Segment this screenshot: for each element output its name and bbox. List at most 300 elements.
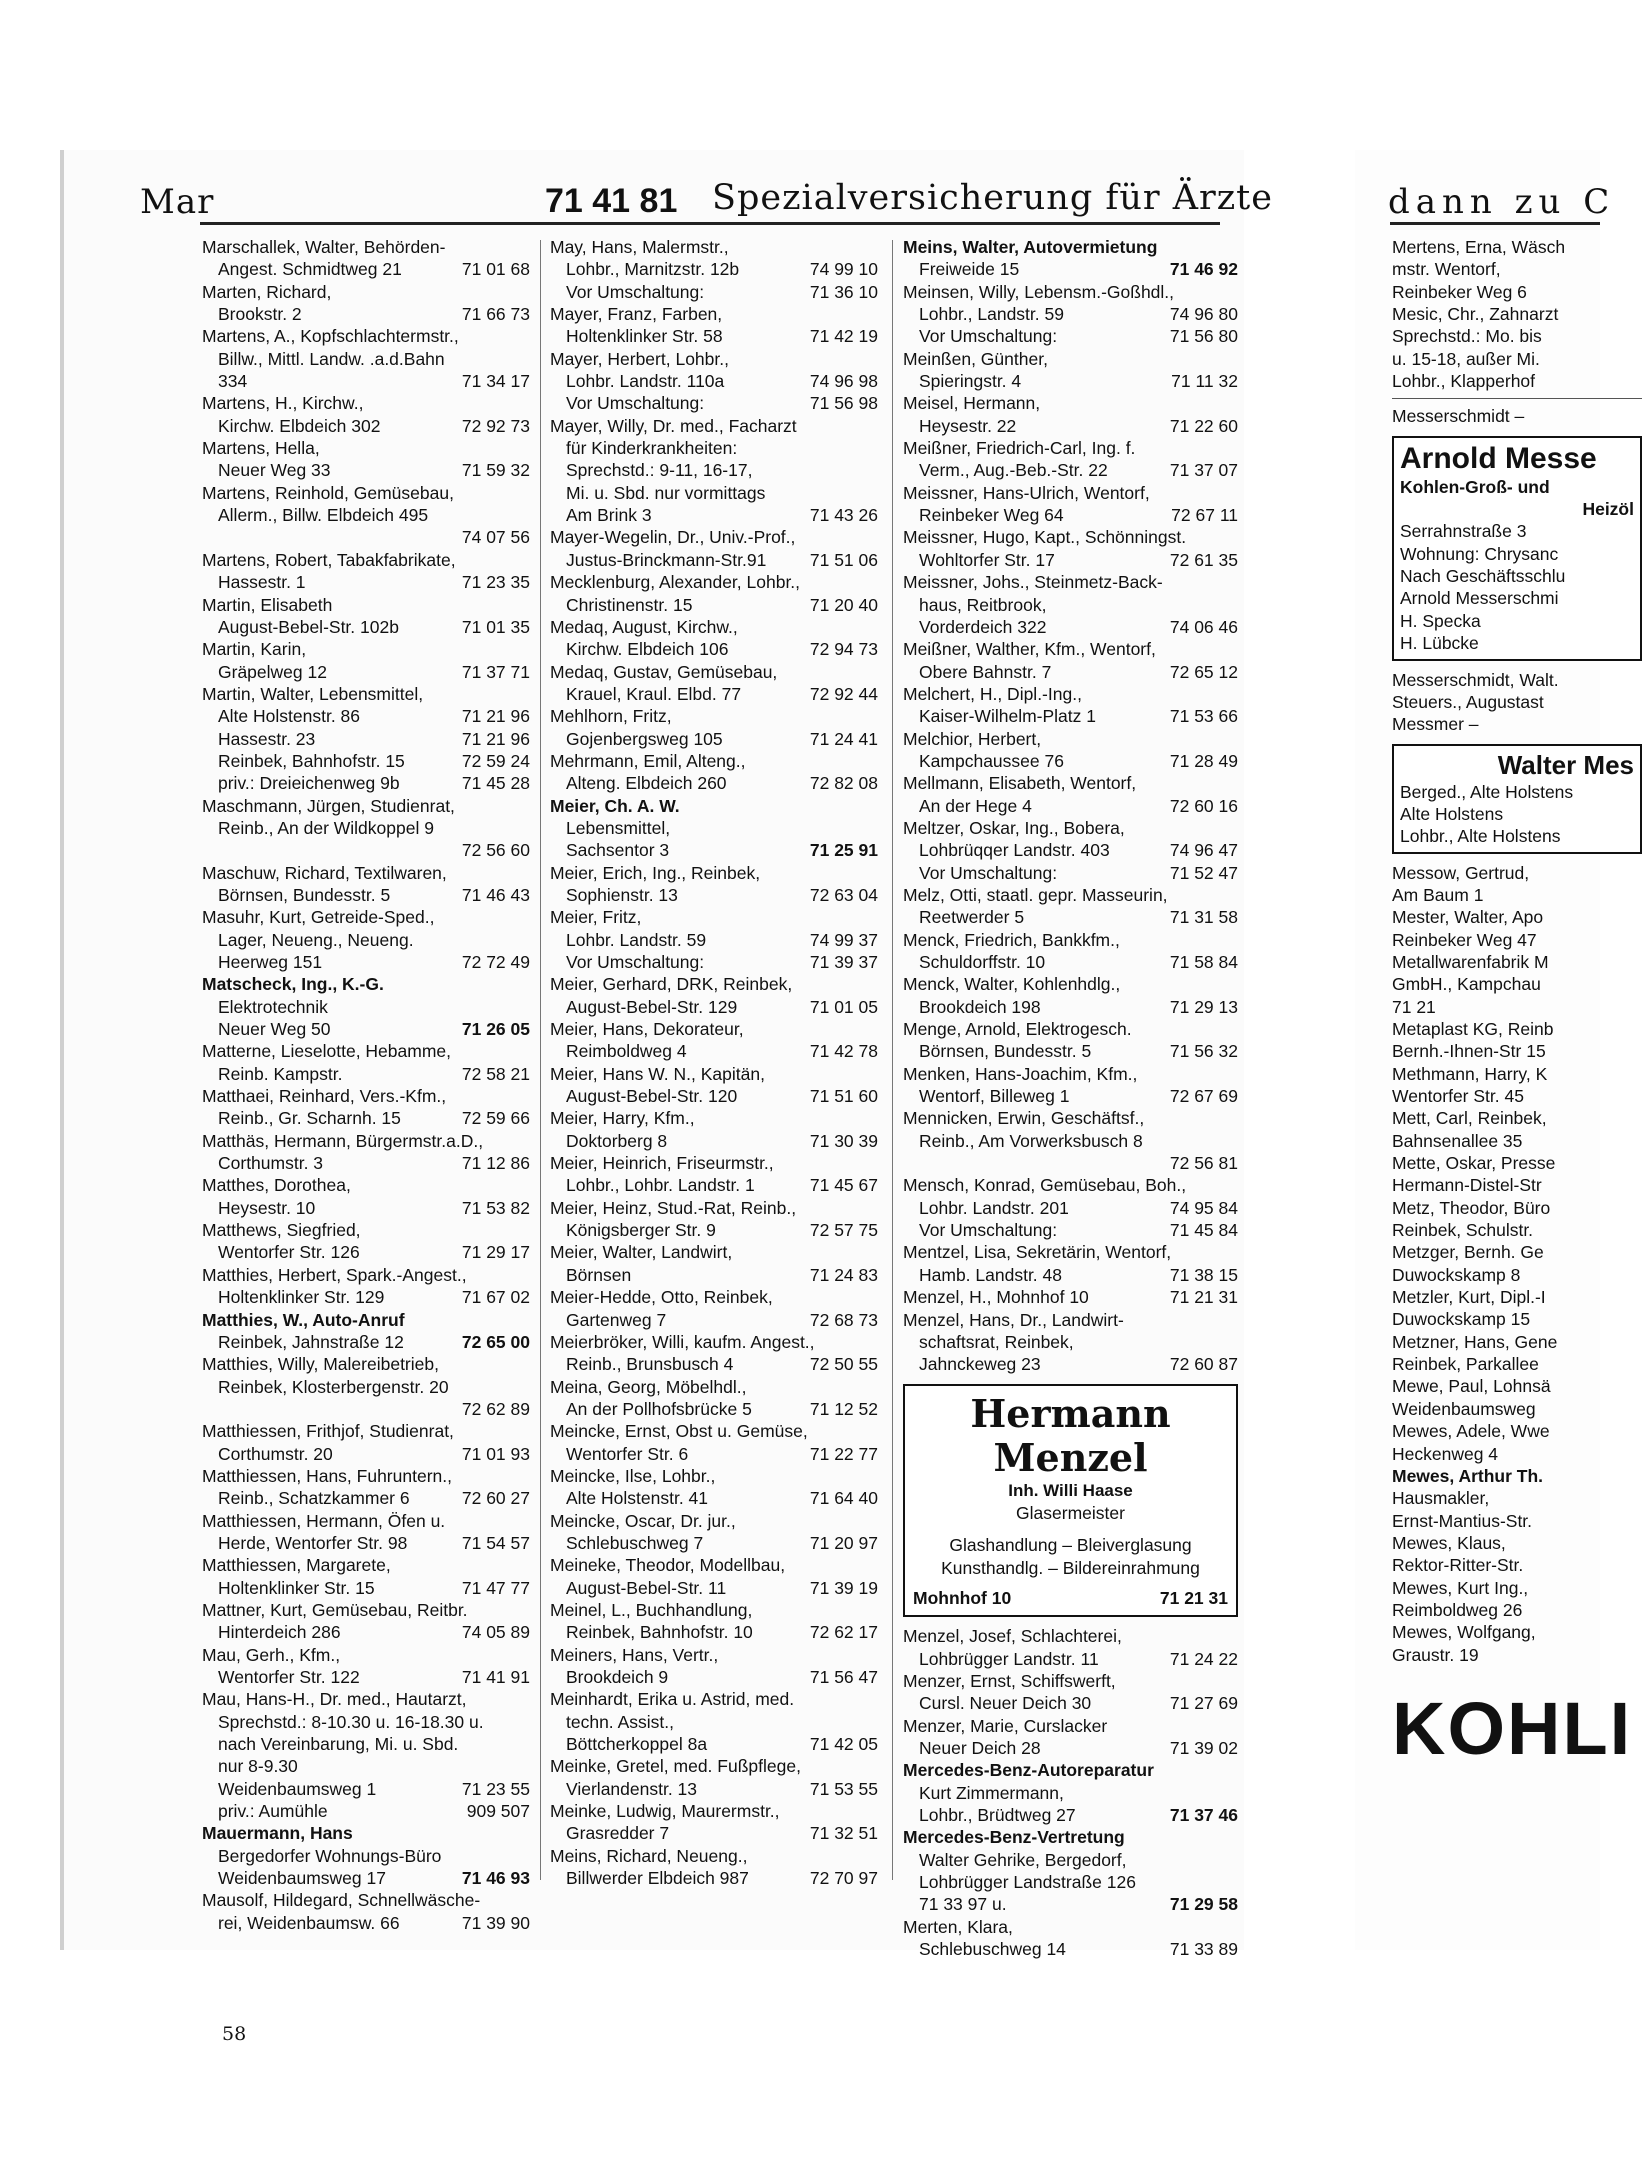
directory-entry (550, 392, 878, 414)
entry-phone: 71 37 46 (1169, 1805, 1238, 1825)
entry-name: Meier, Heinz, Stud.-Rat, Reinb., (550, 1197, 797, 1218)
entry-name: Meier, Fritz, (550, 907, 642, 928)
entry-phone: 71 25 91 (809, 840, 878, 861)
text-line: Wohnung: Chrysanc (1400, 543, 1559, 564)
entry-phone: 71 39 37 (809, 952, 878, 972)
entry-name: Menzer, Marie, Curslacker (903, 1715, 1108, 1736)
directory-entry (202, 1554, 530, 1599)
entry-phone: 71 29 58 (1169, 1894, 1238, 1915)
directory-entry (903, 1309, 1238, 1376)
entry-phone: 71 33 89 (1169, 1939, 1238, 1960)
entry-name: Mayer, Franz, Farben, (550, 304, 723, 325)
entry-address-line: Heysestr. 10 (218, 1197, 316, 1218)
directory-entry (903, 437, 1238, 482)
entry-phone: 71 51 60 (809, 1086, 878, 1107)
entry-phone: 72 62 89 (461, 1398, 530, 1419)
entry-address-line: Lebensmittel, (566, 817, 671, 838)
entry-address-line: Elektrotechnik (218, 996, 328, 1017)
entry-address-line: Sprechstd.: 9-11, 16-17, (566, 460, 753, 481)
entry-address-line: August-Bebel-Str. 129 (566, 996, 738, 1017)
entry-phone: 72 60 27 (461, 1488, 530, 1509)
entry-address-line: Doktorberg 8 (566, 1130, 668, 1151)
text-line: Weidenbaumsweg (1392, 1398, 1536, 1419)
entry-address-line: Reinbek, Klosterbergenstr. 20 (218, 1376, 449, 1397)
entry-phone: 71 46 93 (461, 1868, 530, 1889)
directory-entry (550, 862, 878, 907)
directory-entry (550, 1800, 878, 1845)
directory-entry (550, 1688, 878, 1755)
directory-entry (202, 728, 530, 750)
ad-contact-row (913, 1587, 1228, 1609)
entry-name: Menzer, Ernst, Schiffswerft, (903, 1670, 1116, 1691)
entry-phone: 71 11 32 (1171, 371, 1238, 392)
directory-entry (550, 1644, 878, 1689)
entry-address-line: Reinb., An der Wildkoppel 9 (218, 817, 434, 838)
entry-address-line: Reinb., Brunsbusch 4 (566, 1354, 734, 1375)
ad-phone: 71 21 31 (1159, 1587, 1228, 1608)
entry-name: Matthiessen, Hermann, Öfen u. (202, 1510, 446, 1531)
entry-address-line: Reinb. Kampstr. (218, 1063, 343, 1084)
entry-name: Meier, Heinrich, Friseurmstr., (550, 1153, 774, 1174)
entry-phone: 74 96 47 (1169, 840, 1238, 861)
entry-name: Matthies, W., Auto-Anruf (202, 1309, 405, 1330)
header-rule (200, 222, 1220, 225)
entry-phone: 71 24 41 (809, 728, 878, 749)
directory-entry (903, 571, 1238, 638)
entry-name: Meier-Hedde, Otto, Reinbek, (550, 1287, 773, 1308)
entry-name: Meinel, L., Buchhandlung, (550, 1599, 753, 1620)
directory-entry (202, 1800, 530, 1822)
header-right-word: dann zu C (1388, 182, 1616, 222)
entry-phone: 72 92 73 (461, 415, 530, 436)
column-divider (892, 240, 893, 1880)
directory-entry (550, 1286, 878, 1331)
text-line: Duwockskamp 8 (1392, 1264, 1521, 1285)
walter-advertisement (1392, 744, 1642, 854)
entry-phone: 71 53 66 (1169, 706, 1238, 727)
entry-name: Matthes, Dorothea, (202, 1175, 351, 1196)
text-line: H. Lübcke (1400, 633, 1479, 654)
directory-entry (550, 951, 878, 973)
entry-address-line: Grasredder 7 (566, 1823, 670, 1844)
walter-ad-title: Walter Mes (1497, 749, 1634, 780)
entry-phone: 72 65 12 (1169, 661, 1238, 682)
text-line: Methmann, Harry, K (1392, 1063, 1548, 1084)
entry-phone: 72 72 49 (461, 952, 530, 972)
arnold-advertisement (1392, 436, 1642, 661)
entry-address-line: Wentorf, Billeweg 1 (919, 1086, 1070, 1107)
directory-entry (903, 1219, 1238, 1241)
entry-address-line: 334 (218, 371, 248, 392)
entry-address-line: Walter Gehrike, Bergedorf, (919, 1849, 1127, 1870)
entry-address-line: Reinbek, Jahnstraße 12 (218, 1331, 404, 1352)
entry-phone: 71 37 07 (1169, 460, 1238, 481)
entry-address-line: Alte Holstenstr. 86 (218, 706, 361, 727)
entry-name: Melchert, H., Dipl.-Ing., (903, 683, 1082, 704)
text-line: Rektor-Ritter-Str. (1392, 1555, 1524, 1576)
directory-entry (550, 1465, 878, 1510)
text-line: Am Baum 1 (1392, 884, 1484, 905)
text-line: Mesic, Chr., Zahnarzt (1392, 304, 1559, 325)
entry-address-line: Bergedorfer Wohnungs-Büro (218, 1845, 442, 1866)
directory-entry (202, 392, 530, 437)
entry-name: Mercedes-Benz-Autoreparatur (903, 1760, 1154, 1781)
entry-address-line: Neuer Deich 28 (919, 1737, 1041, 1758)
entry-phone: 74 06 46 (1169, 616, 1238, 637)
text-line: Graustr. 19 (1392, 1644, 1479, 1665)
entry-phone: 71 42 78 (809, 1041, 878, 1062)
entry-phone: 71 21 96 (461, 706, 530, 727)
directory-entry (202, 1644, 530, 1689)
ad-title: Hermann Menzel (970, 1390, 1171, 1480)
entry-phone: 71 39 19 (809, 1577, 878, 1598)
page-number: 58 (222, 2023, 247, 2045)
directory-entry (202, 236, 530, 281)
text-line: Metz, Theodor, Büro (1392, 1197, 1551, 1218)
text-line: Mester, Walter, Apo (1392, 907, 1544, 928)
entry-phone: 909 507 (466, 1801, 530, 1822)
entry-phone: 71 23 35 (461, 572, 530, 593)
entry-address-line: Vierlandenstr. 13 (566, 1778, 698, 1799)
directory-entry (903, 1107, 1238, 1174)
entry-name: Meier, Walter, Landwirt, (550, 1242, 733, 1263)
entry-name: Maschmann, Jürgen, Studienrat, (202, 795, 455, 816)
text-line: Wentorfer Str. 45 (1392, 1086, 1524, 1106)
entry-phone: 71 12 52 (809, 1398, 878, 1419)
entry-name: Meinke, Gretel, med. Fußpflege, (550, 1756, 801, 1777)
directory-entry (202, 1219, 530, 1264)
entry-address-line: Hamb. Landstr. 48 (919, 1264, 1062, 1285)
text-line: Mewes, Kurt Ing., (1392, 1577, 1529, 1598)
directory-entry (903, 482, 1238, 527)
entry-name: Medaq, August, Kirchw., (550, 616, 738, 637)
entry-name: Mennicken, Erwin, Geschäftsf., (903, 1108, 1145, 1129)
entry-phone: 71 32 51 (809, 1823, 878, 1844)
entry-phone: 72 60 16 (1169, 795, 1238, 816)
entry-address-line: Reinbeker Weg 64 (919, 505, 1064, 526)
entry-phone: 71 01 05 (809, 996, 878, 1017)
entry-name: Meinßen, Günther, (903, 348, 1048, 369)
directory-entry (903, 1826, 1238, 1915)
directory-entry (903, 1916, 1238, 1961)
entry-phone: 71 42 19 (809, 326, 878, 347)
entry-name: Mayer, Herbert, Lohbr., (550, 348, 729, 369)
entry-address-line: Lohbr. Landstr. 59 (566, 929, 707, 950)
arnold-ad-title: Arnold Messe (1400, 441, 1597, 475)
entry-phone: 72 59 24 (461, 750, 530, 771)
entry-name: Matthiessen, Frithjof, Studienrat, (202, 1421, 454, 1442)
directory-entry (903, 1759, 1238, 1826)
mewes-arthur-entry: Mewes, Arthur Th. (1392, 1465, 1544, 1486)
entry-phone: 72 50 55 (809, 1354, 878, 1375)
entry-name: Menck, Friedrich, Bankkfm., (903, 929, 1120, 950)
directory-entry (903, 1241, 1238, 1286)
entry-phone: 71 53 82 (461, 1197, 530, 1218)
entry-phone: 71 27 69 (1169, 1693, 1238, 1714)
entry-address-line: Hassestr. 1 (218, 572, 306, 593)
directory-entry (550, 1599, 878, 1644)
header-phone-number: 71 41 81 (545, 182, 678, 220)
entry-address-line: Am Brink 3 (566, 505, 652, 526)
directory-entry (903, 772, 1238, 817)
entry-phone: 71 01 68 (461, 259, 530, 280)
directory-entry (903, 526, 1238, 571)
entry-address-line: Cursl. Neuer Deich 30 (919, 1693, 1092, 1714)
entry-phone: 71 26 05 (461, 1019, 530, 1040)
text-line: u. 15-18, außer Mi. (1392, 348, 1540, 369)
entry-name: Mehlhorn, Fritz, (550, 706, 672, 727)
entry-name: Martin, Karin, (202, 639, 307, 660)
directory-entry (903, 1715, 1238, 1760)
entry-name: Vor Umschaltung: (919, 1220, 1058, 1241)
entry-address-line: Jahnckeweg 23 (919, 1354, 1041, 1375)
entry-name: Menzel, Josef, Schlachterei, (903, 1626, 1122, 1647)
text-line: Messmer – (1392, 714, 1479, 735)
entry-phone: 72 67 69 (1169, 1086, 1238, 1107)
directory-entry (202, 1688, 530, 1800)
entry-address-line: Böttcherkoppel 8a (566, 1734, 708, 1755)
directory-entry (550, 1018, 878, 1063)
entry-phone: 71 21 96 (461, 728, 530, 749)
entry-name: Mayer-Wegelin, Dr., Univ.-Prof., (550, 527, 796, 548)
entry-address-line: Kirchw. Elbdeich 302 (218, 415, 381, 436)
entry-phone: 74 96 80 (1169, 304, 1238, 325)
entry-phone: 71 56 47 (809, 1667, 878, 1687)
directory-entry (550, 1376, 878, 1421)
entry-phone: 71 22 77 (809, 1443, 878, 1464)
entry-address-line: August-Bebel-Str. 11 (566, 1577, 727, 1598)
entry-phone: 71 38 15 (1169, 1264, 1238, 1285)
entry-phone: 71 29 13 (1169, 996, 1238, 1017)
entry-phone: 72 65 00 (461, 1331, 530, 1352)
directory-entry (903, 236, 1238, 281)
entry-phone: 71 22 60 (1169, 415, 1238, 436)
directory-entry (903, 1670, 1238, 1715)
directory-entry (903, 817, 1238, 862)
entry-name: Martens, Hella, (202, 438, 320, 459)
entry-name: Mensch, Konrad, Gemüsebau, Boh., (903, 1175, 1187, 1196)
directory-entry (550, 795, 878, 862)
directory-entry (202, 482, 530, 549)
directory-entry (550, 661, 878, 706)
entry-name: Meier, Erich, Ing., Reinbek, (550, 862, 761, 883)
entry-address-line: Weidenbaumsweg 17 (218, 1868, 386, 1889)
entry-phone: 71 01 93 (461, 1443, 530, 1464)
entry-name: Matthiessen, Hans, Fuhruntern., (202, 1465, 452, 1486)
entry-address-line: Königsberger Str. 9 (566, 1220, 716, 1241)
entry-name: Masuhr, Kurt, Getreide-Sped., (202, 907, 435, 928)
directory-entry (550, 236, 878, 281)
entry-address-line: techn. Assist., (566, 1711, 674, 1732)
directory-entry (202, 1040, 530, 1085)
text-line: Berged., Alte Holstens (1400, 781, 1574, 802)
directory-entry (202, 795, 530, 862)
entry-phone: 71 56 32 (1169, 1041, 1238, 1062)
directory-entry (550, 1152, 878, 1197)
directory-column-1 (202, 236, 530, 1934)
entry-name: Matthäs, Hermann, Bürgermstr.a.D., (202, 1130, 484, 1151)
entry-address-line: Holtenklinker Str. 15 (218, 1577, 375, 1598)
entry-phone: 71 20 40 (809, 594, 878, 615)
entry-address-line: Reinb., Gr. Scharnh. 15 (218, 1108, 401, 1129)
entry-name: Meincke, Oscar, Dr. jur., (550, 1510, 736, 1531)
entry-address-line: für Kinderkrankheiten: (566, 438, 738, 459)
entry-name: Mattner, Kurt, Gemüsebau, Reitbr. (202, 1599, 468, 1620)
entry-address-line: Allerm., Billw. Elbdeich 495 (218, 505, 429, 526)
text-line: Mewes, Wolfgang, (1392, 1622, 1536, 1643)
directory-entry (903, 884, 1238, 929)
entry-phone: 72 60 87 (1169, 1354, 1238, 1375)
entry-phone: 71 59 32 (461, 460, 530, 481)
entry-address-line: Mi. u. Sbd. nur vormittags (566, 482, 766, 503)
entry-address-line: Heerweg 151 (218, 952, 323, 972)
entry-name: Maschuw, Richard, Textilwaren, (202, 862, 447, 883)
entry-name: Meincke, Ernst, Obst u. Gemüse, (550, 1421, 808, 1442)
entry-name: Meier, Hans W. N., Kapitän, (550, 1063, 765, 1084)
directory-entry (202, 906, 530, 973)
directory-entry (903, 1174, 1238, 1219)
entry-address-line: Alteng. Elbdeich 260 (566, 773, 727, 794)
entry-name: Meincke, Ilse, Lohbr., (550, 1465, 716, 1486)
text-line: Alte Holstens (1400, 803, 1504, 824)
entry-phone: 71 30 39 (809, 1130, 878, 1151)
entry-address-line: Spieringstr. 4 (919, 371, 1022, 392)
directory-entry (550, 571, 878, 616)
entry-address-line: An der Pollhofsbrücke 5 (566, 1398, 752, 1419)
entry-phone: 71 53 55 (809, 1778, 878, 1799)
entry-address-line: Vorderdeich 322 (919, 616, 1047, 637)
directory-entry (202, 1599, 530, 1644)
entry-name: Matthews, Siegfried, (202, 1220, 361, 1241)
entry-name: May, Hans, Malermstr., (550, 237, 729, 257)
entry-address-line: Sophienstr. 13 (566, 884, 678, 905)
text-line: Metallwarenfabrik M (1392, 951, 1549, 972)
entry-address-line: Lohbr., Marnitzstr. 12b (566, 259, 740, 280)
entry-name: Mentzel, Lisa, Sekretärin, Wentorf, (903, 1242, 1172, 1263)
entry-name: Menzel, Hans, Dr., Landwirt- (903, 1309, 1124, 1330)
entry-address-line: haus, Reitbrook, (919, 594, 1047, 615)
header-left-word: Mar (140, 182, 215, 222)
entry-phone: 71 39 90 (461, 1912, 530, 1933)
entry-phone: 71 34 17 (461, 371, 530, 392)
directory-entry (903, 728, 1238, 773)
entry-name: Mau, Hans-H., Dr. med., Hautarzt, (202, 1689, 467, 1710)
entry-address-line: rei, Weidenbaumsw. 66 (218, 1912, 400, 1933)
messerschmidt-ref: Messerschmidt – (1392, 406, 1525, 427)
directory-entry (202, 683, 530, 728)
entry-name: Meissner, Hugo, Kapt., Schönningst. (903, 527, 1187, 548)
column-4-entries-3 (1392, 862, 1642, 1465)
ad-address: Mohnhof 10 (913, 1587, 1012, 1608)
directory-entry (550, 1197, 878, 1242)
directory-entry (550, 1755, 878, 1800)
directory-entry (903, 1018, 1238, 1063)
entry-address-line: Sprechstd.: 8-10.30 u. 16-18.30 u. (218, 1711, 484, 1732)
directory-column-4-cutoff (1392, 236, 1642, 1771)
entry-phone: 71 29 17 (461, 1242, 530, 1263)
entry-name: Mausolf, Hildegard, Schnellwäsche- (202, 1890, 481, 1911)
text-line: Hausmakler, (1392, 1488, 1490, 1509)
directory-entry (202, 862, 530, 907)
entry-address-line: Kurt Zimmermann, (919, 1782, 1064, 1803)
entry-phone: 71 51 06 (809, 549, 878, 570)
entry-phone: 72 67 11 (1171, 505, 1238, 526)
entry-address-line: Wentorfer Str. 6 (566, 1443, 689, 1464)
entry-address-line: Reinb., Am Vorwerksbusch 8 (919, 1130, 1143, 1151)
entry-phone: 74 99 37 (809, 929, 878, 950)
header-title: Spezialversicherung für Ärzte (712, 178, 1273, 218)
entry-address-line: Alte Holstenstr. 41 (566, 1488, 709, 1509)
directory-entry (550, 1510, 878, 1555)
entry-name: Meißner, Friedrich-Carl, Ing. f. (903, 438, 1136, 459)
ad-owner: Inh. Willi Haase (1008, 1480, 1133, 1500)
entry-address-line: Gräpelweg 12 (218, 661, 327, 682)
entry-address-line: Börnsen, Bundesstr. 5 (218, 884, 391, 905)
column-3-entries-top (903, 236, 1238, 1376)
entry-address-line: Brookstr. 2 (218, 304, 302, 325)
entry-name: Mayer, Willy, Dr. med., Facharzt (550, 415, 797, 436)
entry-name: Meiners, Hans, Vertr., (550, 1644, 719, 1665)
entry-address-line: Reetwerder 5 (919, 907, 1025, 928)
column-4-entries-4 (1392, 1487, 1642, 1666)
text-line: 71 21 (1392, 996, 1436, 1017)
entry-name: Matthiessen, Margarete, (202, 1555, 391, 1576)
column-3-entries-bottom (903, 1625, 1238, 1960)
entry-phone: 71 42 05 (809, 1734, 878, 1755)
entry-name: Meissner, Hans-Ulrich, Wentorf, (903, 482, 1150, 503)
entry-phone: 72 59 66 (461, 1108, 530, 1129)
entry-name: Martens, H., Kirchw., (202, 393, 364, 414)
entry-address-line: Christinenstr. 15 (566, 594, 693, 615)
entry-phone: 71 66 73 (461, 304, 530, 325)
entry-phone: 71 45 67 (809, 1175, 878, 1196)
text-line: Lohbr., Alte Holstens (1400, 826, 1561, 847)
entry-phone: 71 41 91 (461, 1667, 530, 1687)
entry-phone: 72 92 44 (809, 683, 878, 704)
entry-name: Meltzer, Oskar, Ing., Bobera, (903, 817, 1125, 838)
entry-name: Martens, Reinhold, Gemüsebau, (202, 482, 454, 503)
entry-phone: 72 94 73 (809, 639, 878, 660)
directory-entry (903, 683, 1238, 728)
text-line: Mewes, Adele, Wwe (1392, 1421, 1550, 1442)
entry-phone: 71 46 43 (461, 884, 530, 905)
entry-address-line: Krauel, Kraul. Elbd. 77 (566, 683, 742, 704)
entry-address-line: Lohbr. Landstr. 110a (566, 371, 725, 392)
directory-entry (202, 1465, 530, 1510)
text-line: Reinbek, Schulstr. (1392, 1220, 1534, 1241)
entry-name: Meißner, Walther, Kfm., Wentorf, (903, 639, 1156, 660)
entry-name: Menge, Arnold, Elektrogesch. (903, 1019, 1132, 1040)
entry-name: Menck, Walter, Kohlenhdlg., (903, 974, 1121, 995)
entry-address-line: Reimboldweg 4 (566, 1041, 687, 1062)
column-4-entries-1 (1392, 236, 1642, 392)
arnold-ad-lines (1400, 520, 1634, 654)
entry-address-line: Lohbr., Landstr. 59 (919, 304, 1064, 325)
directory-entry (550, 1554, 878, 1599)
directory-entry (550, 705, 878, 750)
entry-phone: 72 57 75 (809, 1220, 878, 1241)
entry-name: Meina, Georg, Möbelhdl., (550, 1376, 747, 1397)
entry-address-line: Börnsen (566, 1264, 632, 1285)
entry-phone: 71 64 40 (809, 1488, 878, 1509)
directory-column-3 (903, 236, 1238, 1960)
entry-name: Meier, Harry, Kfm., (550, 1108, 695, 1129)
entry-phone: 72 56 81 (1169, 1153, 1238, 1174)
directory-entry (903, 392, 1238, 437)
entry-name: Reinbek, Bahnhofstr. 15 (218, 750, 405, 771)
walter-ad-lines (1400, 781, 1634, 848)
entry-phone: 72 82 08 (809, 773, 878, 794)
